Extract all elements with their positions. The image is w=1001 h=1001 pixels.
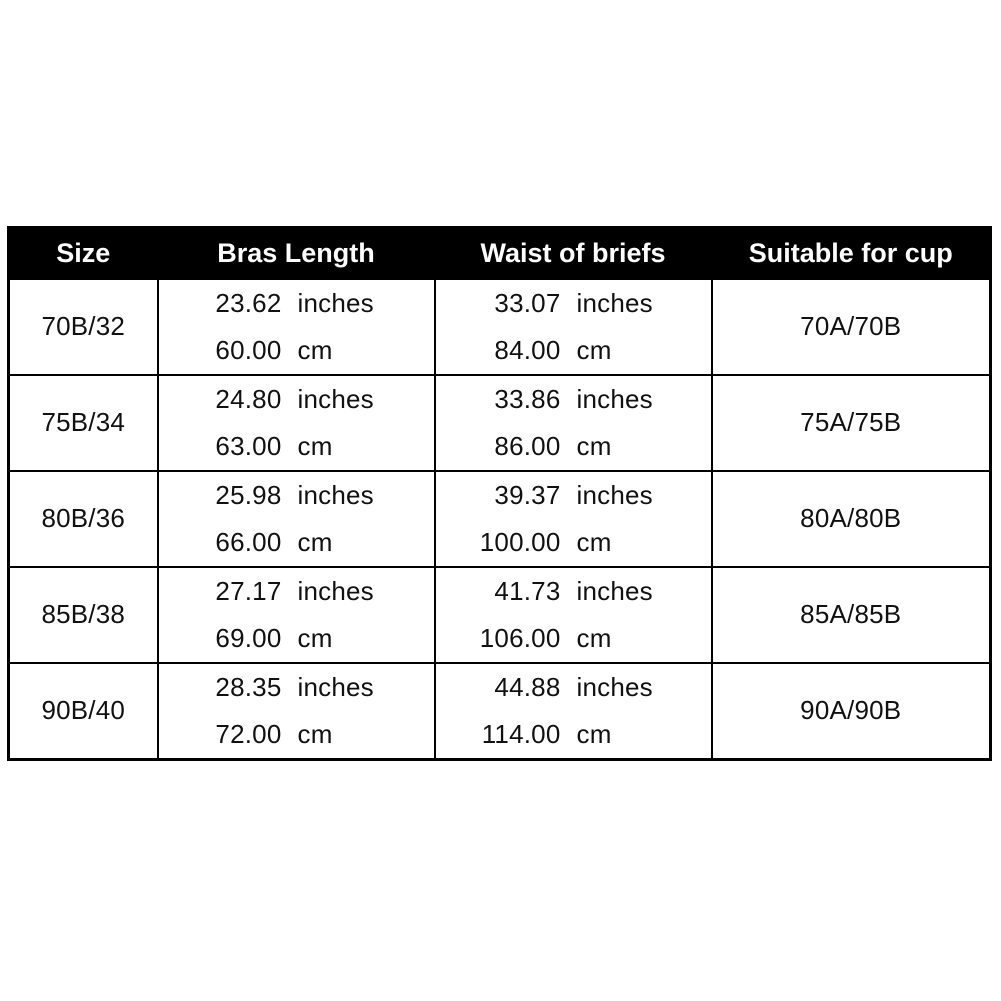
measurement-value: 66.00 (215, 526, 282, 557)
table-row (9, 567, 991, 663)
waist-of-briefs-cell (435, 663, 712, 760)
measurement-value: 44.88 (494, 671, 561, 702)
table-row (9, 663, 991, 760)
measurement-unit: cm (576, 622, 612, 653)
measurement-line (159, 615, 434, 662)
measurement-value: 41.73 (494, 575, 561, 606)
size-cell: 90B/40 (9, 663, 158, 760)
measurement-value: 84.00 (494, 334, 561, 365)
suitable-cup-cell: 85A/85B (712, 567, 991, 663)
waist-of-briefs-cell (435, 567, 712, 663)
measurement-value: 69.00 (215, 622, 282, 653)
measurement-value: 63.00 (215, 430, 282, 461)
measurement-value: 24.80 (215, 383, 282, 414)
measurement-value: 23.62 (215, 287, 282, 318)
measurement-line (159, 568, 434, 615)
size-cell: 70B/32 (9, 279, 158, 375)
measurement-value: 27.17 (215, 575, 282, 606)
size-cell: 85B/38 (9, 567, 158, 663)
measurement-unit: inches (297, 671, 374, 702)
measurement-line (159, 664, 434, 711)
measurement-line (436, 519, 711, 566)
measurement-line (436, 472, 711, 519)
measurement-unit: cm (576, 718, 612, 749)
measurement-line (436, 711, 711, 758)
waist-of-briefs-cell (435, 375, 712, 471)
measurement-unit: inches (297, 479, 374, 510)
measurement-unit: cm (297, 718, 333, 749)
bras-length-cell (158, 663, 435, 760)
measurement-unit: inches (297, 383, 374, 414)
measurement-unit: cm (576, 430, 612, 461)
measurement-line (159, 711, 434, 758)
measurement-value: 60.00 (215, 334, 282, 365)
waist-of-briefs-cell (435, 279, 712, 375)
table-row (9, 471, 991, 567)
measurement-unit: inches (576, 287, 653, 318)
measurement-line (436, 280, 711, 327)
measurement-unit: inches (576, 671, 653, 702)
measurement-line (436, 664, 711, 711)
measurement-line (436, 376, 711, 423)
waist-of-briefs-cell (435, 471, 712, 567)
table-row (9, 375, 991, 471)
measurement-line (159, 519, 434, 566)
measurement-value: 39.37 (494, 479, 561, 510)
measurement-line (436, 568, 711, 615)
measurement-unit: cm (297, 334, 333, 365)
measurement-unit: inches (576, 479, 653, 510)
measurement-line (436, 327, 711, 374)
measurement-unit: inches (297, 287, 374, 318)
bras-length-cell (158, 567, 435, 663)
measurement-line (159, 376, 434, 423)
header-suitable-for-cup: Suitable for cup (712, 228, 991, 279)
table-row (9, 279, 991, 375)
size-cell: 75B/34 (9, 375, 158, 471)
measurement-value: 28.35 (215, 671, 282, 702)
size-cell: 80B/36 (9, 471, 158, 567)
measurement-unit: inches (576, 383, 653, 414)
measurement-line (159, 472, 434, 519)
measurement-value: 33.07 (494, 287, 561, 318)
measurement-unit: cm (576, 526, 612, 557)
measurement-unit: inches (297, 575, 374, 606)
measurement-unit: cm (297, 622, 333, 653)
measurement-value: 33.86 (494, 383, 561, 414)
measurement-value: 25.98 (215, 479, 282, 510)
header-bras-length: Bras Length (158, 228, 435, 279)
size-chart-table (7, 226, 992, 761)
suitable-cup-cell: 80A/80B (712, 471, 991, 567)
suitable-cup-cell: 70A/70B (712, 279, 991, 375)
measurement-line (159, 280, 434, 327)
measurement-unit: cm (297, 430, 333, 461)
measurement-line (159, 423, 434, 470)
measurement-line (436, 615, 711, 662)
header-size: Size (9, 228, 158, 279)
measurement-value: 100.00 (479, 526, 561, 557)
measurement-unit: cm (297, 526, 333, 557)
measurement-line (159, 327, 434, 374)
header-waist-of-briefs: Waist of briefs (435, 228, 712, 279)
measurement-value: 106.00 (479, 622, 561, 653)
bras-length-cell (158, 375, 435, 471)
bras-length-cell (158, 471, 435, 567)
header-row (9, 228, 991, 279)
bras-length-cell (158, 279, 435, 375)
measurement-value: 72.00 (215, 718, 282, 749)
measurement-value: 86.00 (494, 430, 561, 461)
measurement-line (436, 423, 711, 470)
table-body (9, 279, 991, 760)
suitable-cup-cell: 75A/75B (712, 375, 991, 471)
suitable-cup-cell: 90A/90B (712, 663, 991, 760)
measurement-unit: inches (576, 575, 653, 606)
measurement-unit: cm (576, 334, 612, 365)
measurement-value: 114.00 (481, 718, 561, 749)
